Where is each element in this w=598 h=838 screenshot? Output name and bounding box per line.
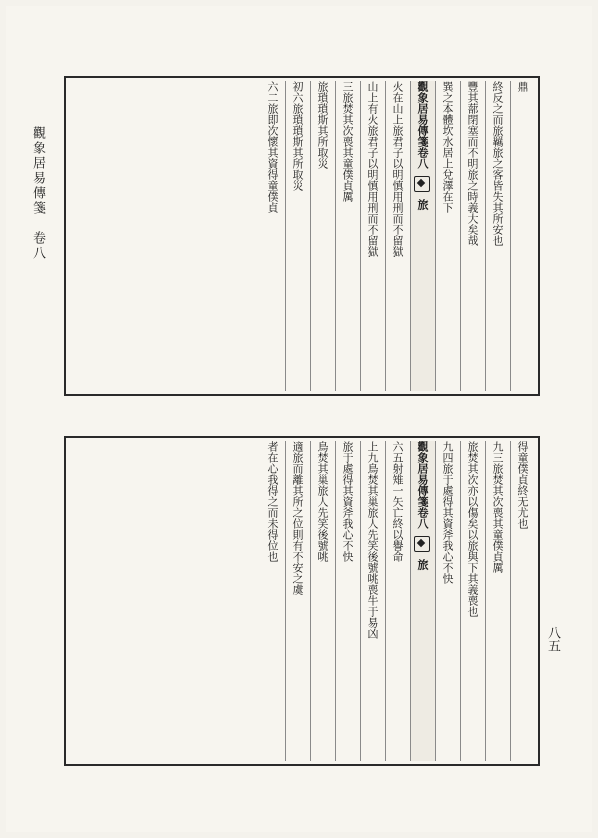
text-column: 巽之本體坎水居上兌澤在下 (435, 81, 460, 391)
text-column: 三旅焚其次喪其童僕貞厲 (335, 81, 360, 391)
text-column: 鼎 (510, 81, 535, 391)
text-column: 六五射雉一矢亡終以譽命 (385, 441, 410, 761)
text-column: 終反之而旅羈旅之客皆失其所安也 (485, 81, 510, 391)
text-column: 豐其蔀閉塞而不明旅之時義大矣哉 (460, 81, 485, 391)
text-column: 者在心我得之而未得位也 (266, 441, 279, 562)
text-column: 上九鳥焚其巢旅人先笑後號咷喪牛于易凶 (360, 441, 385, 761)
text-column: 旅于處得其資斧我心不快 (335, 441, 360, 761)
fishtail-mark-icon (414, 536, 430, 552)
text-column: 火在山上旅君子以明慎用刑而不留獄 (385, 81, 410, 391)
text-block-upper (64, 76, 540, 396)
text-column: 九四旅于處得其資斧我心不快 (435, 441, 460, 761)
text-column: 六二旅即次懷其資得童僕貞 (266, 81, 279, 213)
book-page (6, 6, 592, 832)
running-title: 觀象居易傳箋 卷八 (30, 126, 45, 261)
column-grid-lower (69, 441, 535, 761)
fishtail-mark-icon (414, 176, 430, 192)
fold-title: 觀象居易傳箋卷八 (416, 81, 429, 169)
fold-column (410, 81, 435, 391)
text-column: 山上有火旅君子以明慎用刑而不留獄 (360, 81, 385, 391)
fold-column (410, 441, 435, 761)
fold-title: 觀象居易傳箋卷八 (416, 441, 429, 529)
text-column: 旅焚其次亦以傷矣以旅與下其義喪也 (460, 441, 485, 761)
text-column: 得童僕貞終无尤也 (510, 441, 535, 761)
text-column: 九三旅焚其次喪其童僕貞厲 (485, 441, 510, 761)
column-grid-upper (69, 81, 535, 391)
fold-subtitle: 旅 (416, 198, 429, 210)
text-column: 適旅而離其所之位則有不安之虞 (285, 441, 310, 761)
text-column: 旅瑣瑣斯其所取災 (310, 81, 335, 391)
text-block-lower (64, 436, 540, 766)
text-column: 鳥焚其巢旅人先笑後號咷 (310, 441, 335, 761)
fold-subtitle: 旅 (416, 558, 429, 570)
page-number: 八五 (545, 626, 560, 652)
text-column: 初六旅瑣瑣斯其所取災 (285, 81, 310, 391)
